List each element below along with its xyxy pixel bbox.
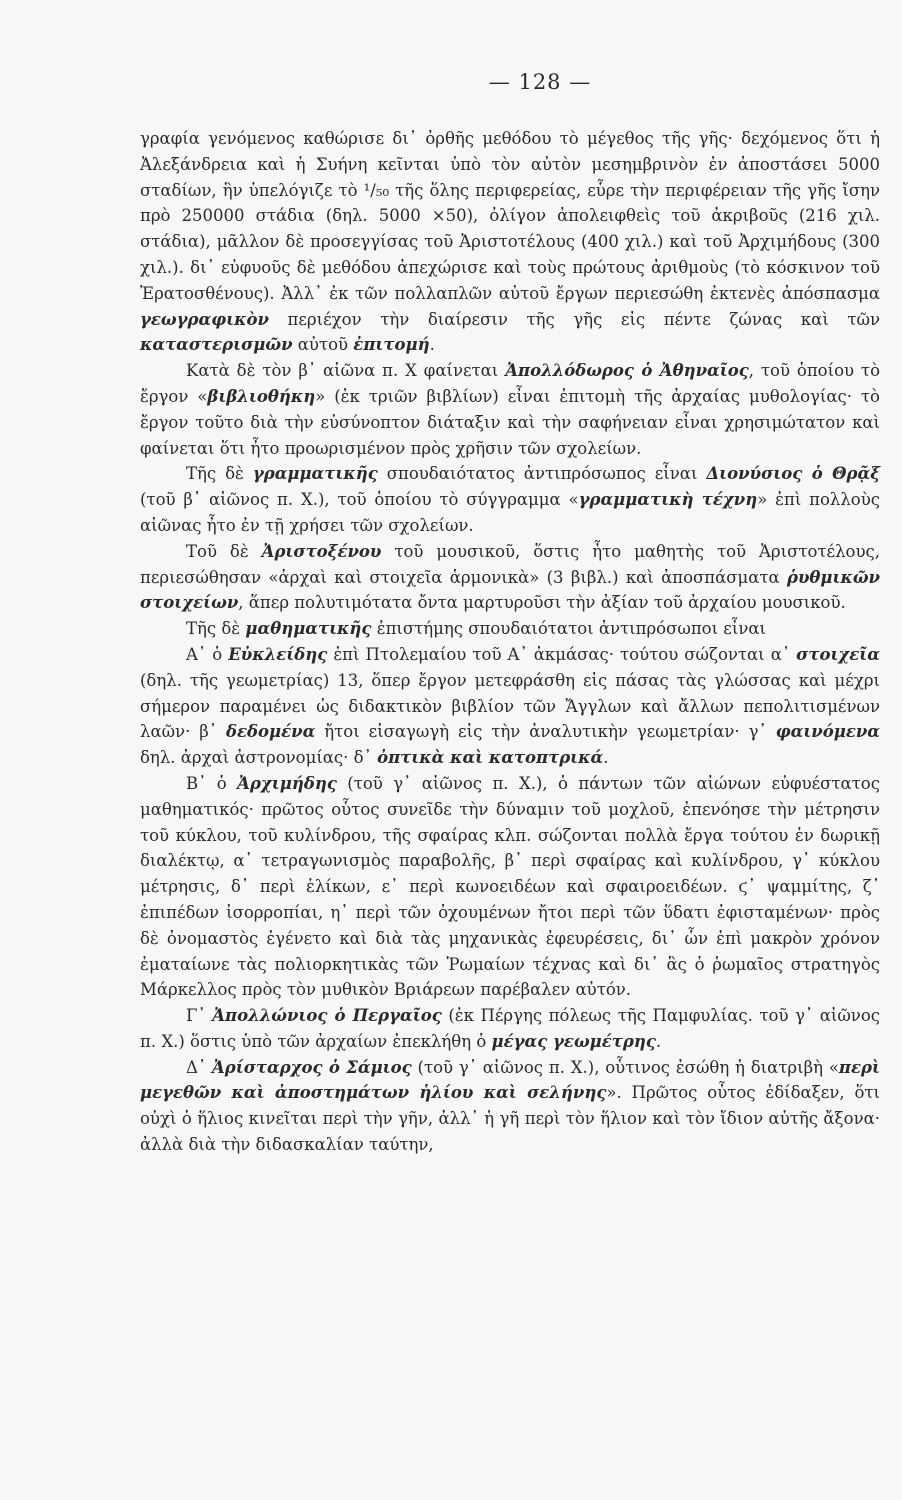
text-run: Α᾽ ὁ [186, 644, 229, 664]
emphasized-text: ῥυθμικῶν στοιχείων [140, 567, 880, 613]
body-text [140, 126, 880, 1158]
emphasized-text: Ἀπολλώνιος ὁ Περγαῖος [212, 1006, 442, 1026]
emphasized-text: ὀπτικὰ καὶ κατοπτρικά [377, 748, 604, 768]
text-run: γραφία γενόμενος καθώρισε δι᾽ ὀρθῆς μεθόδου τὸ μέγεθος τῆς γῆς· δεχόμενος ὅτι ἡ Ἀλεξάνδρεια καὶ ἡ Συήνη κεῖνται ὑπὸ τὸν αὐτὸν μεσημβρινὸν ἐν ἀποστάσει 5000 σταδίων, ἣν ὑπελόγιζε τὸ ¹/₅₀ τῆς ὅλης περιφερείας, εὗρε τὴν περιφέρειαν τῆς γῆς ἴσην πρὸ 250000 στάδια (δηλ. 5000 ×50), ὀλίγον ἀπολειφθεὶς τοῦ ἀκριβοῦς (216 χιλ. στάδια), μᾶλλον δὲ προσεγγίσας τοῦ Ἀριστοτέλους (400 χιλ.) καὶ τοῦ Ἀρχιμήδους (300 χιλ.). δι᾽ εὐφυοῦς δὲ μεθόδου ἀπεχώρισε καὶ τοὺς πρώτους ἀριθμοὺς (τὸ κόσκινον τοῦ Ἐρατοσθένους). Ἀλλ᾽ ἐκ τῶν πολλαπλῶν αὐτοῦ ἔργων περιεσώθη ἐκτενὲς ἀπόσπασμα [140, 129, 880, 303]
emphasized-text: γεωγραφικὸν [140, 309, 269, 329]
text-run: Γ᾽ [186, 1006, 213, 1026]
paragraph [140, 126, 880, 358]
text-run: (τοῦ β᾽ αἰῶνος π. Χ.), τοῦ ὁποίου τὸ σύγγραμμα « [140, 490, 579, 510]
page-number: — 128 — [488, 70, 592, 94]
text-run: (ἐκ Πέργης πόλεως τῆς Παμφυλίας. τοῦ γ᾽ αἰῶνος π. Χ.) ὅστις ὑπὸ τῶν ἀρχαίων ἐπεκλήθη ὁ [140, 1006, 880, 1051]
paragraph [140, 539, 880, 616]
text-run: » (ἐκ τριῶν βιβλίων) εἶναι ἐπιτομὴ τῆς ἀρχαίας μυθολογίας· τὸ ἔργον τοῦτο διὰ τὴν εὐσύνοπτον διάταξιν καὶ τὴν σαφήνειαν εἶναι χρησιμώτατον καὶ φαίνεται ὅτι ἦτο προωρισμένον πρὸς χρῆσιν τῶν σχολείων. [140, 386, 880, 458]
text-run: αὐτοῦ [292, 335, 354, 355]
text-run: Β᾽ ὁ [186, 773, 238, 793]
paragraph [140, 461, 880, 538]
emphasized-text: φαινόμενα [775, 722, 881, 742]
text-run: Τῆς δὲ [186, 619, 246, 639]
emphasized-text: Διονύσιος ὁ Θρᾷξ [706, 464, 881, 484]
paragraph [140, 358, 880, 461]
paragraph [140, 771, 880, 1003]
emphasized-text: καταστερισμῶν [140, 335, 293, 355]
emphasized-text: μέγας γεωμέτρης [491, 1031, 656, 1051]
emphasized-text: βιβλιοθήκη [207, 386, 316, 406]
text-run: ». Πρῶτος οὗτος ἐδίδαξεν, ὅτι οὐχὶ ὁ ἥλιος κινεῖται περὶ τὴν γῆν, ἀλλ᾽ ἡ γῆ περὶ τὸν ἥλιον καὶ τὸν ἴδιον αὐτῆς ἄξονα· ἀλλὰ διὰ τὴν διδασκαλίαν ταύτην, [140, 1083, 880, 1155]
emphasized-text: ἐπιτομή [353, 335, 430, 355]
text-run: (τοῦ γ᾽ αἰῶνος π. Χ.), ὁ πάντων τῶν αἰώνων εὐφυέστατος μαθηματικός· πρῶτος οὗτος συνεῖδε τὴν δύναμιν τοῦ μοχλοῦ, ἐπενόησε τὴν μέτρησιν τοῦ κύκλου, τοῦ κυλίνδρου, τῆς σφαίρας κλπ. σώζονται πολλὰ ἔργα τούτου ἐν δωρικῇ διαλέκτῳ, α᾽ τετραγωνισμὸς παραβολῆς, β᾽ περὶ σφαίρας καὶ κυλίνδρου, γ᾽ κύκλου μέτρησις, δ᾽ περὶ ἑλίκων, ε᾽ περὶ κωνοειδέων καὶ σφαιροειδέων. ϛ᾽ ψαμμίτης, ζ᾽ ἐπιπέδων ἰσορροπίαι, η᾽ περὶ τῶν ὀχουμένων ἤτοι περὶ τῶν ὕδατι ἐφισταμένων· πρὸς δὲ ὀνομαστὸς ἐγένετο καὶ διὰ τὰς μηχανικὰς ἐφευρέσεις, δι᾽ ὧν ἐπὶ μακρὸν χρόνον ἐματαίωνε τὰς πολιορκητικὰς τῶν Ῥωμαίων τέχνας καὶ δι᾽ ἃς ὁ ῥωμαῖος στρατηγὸς Μάρκελλος πρὸς τὸν μυθικὸν Βριάρεων παρέβαλεν αὐτόν. [140, 773, 880, 1000]
emphasized-text: Ἀρχιμήδης [237, 773, 337, 793]
emphasized-text: Ἀριστοξένου [261, 541, 382, 561]
emphasized-text: Ἀπολλόδωρος ὁ Ἀθηναῖος [505, 361, 749, 381]
text-run: » ἐπὶ πολλοὺς αἰῶνας ἦτο ἐν τῇ χρήσει τῶν σχολείων. [140, 490, 881, 535]
emphasized-text: περὶ μεγεθῶν καὶ ἀποστημάτων ἡλίου καὶ σελήνης [140, 1057, 880, 1103]
text-run: (δηλ. τῆς γεωμετρίας) 13, ὅπερ ἔργον μετεφράσθη εἰς πάσας τὰς γλώσσας καὶ μέχρι σήμερον παραμένει ὡς διδακτικὸν βιβλίον τῶν Ἄγγλων καὶ ἄλλων πεπολιτισμένων λαῶν· β᾽ [140, 670, 880, 742]
emphasized-text: Εὐκλείδης [228, 644, 328, 664]
paragraph [140, 642, 880, 771]
text-run: Τῆς δὲ [186, 464, 253, 484]
paragraph [140, 616, 880, 642]
emphasized-text: γραμματικὴ τέχνη [578, 490, 758, 510]
emphasized-text: γραμματικῆς [252, 464, 378, 484]
text-run: (τοῦ γ᾽ αἰῶνος π. Χ.), οὗτινος ἐσώθη ἡ διατριβὴ « [411, 1057, 839, 1077]
text-run: τοῦ μουσικοῦ, ὅστις ἦτο μαθητὴς τοῦ Ἀριστοτέλους, περιεσώθησαν «ἀρχαὶ καὶ στοιχεῖα ἁρμονικὰ» (3 βιβλ.) καὶ ἀποσπάσματα [140, 541, 880, 587]
text-run: ἤτοι εἰσαγωγὴ εἰς τὴν ἀναλυτικὴν γεωμετρίαν· γ᾽ [315, 722, 776, 742]
emphasized-text: δεδομένα [226, 722, 316, 742]
text-run: . [603, 748, 609, 768]
text-run: . [429, 335, 435, 355]
text-run: ἐπὶ Πτολεμαίου τοῦ Α᾽ ἀκμάσας· τούτου σώζονται α᾽ [327, 644, 797, 664]
emphasized-text: Ἀρίσταρχος ὁ Σάμιος [211, 1057, 412, 1077]
text-run: . [655, 1031, 662, 1051]
emphasized-text: στοιχεῖα [796, 644, 880, 664]
text-run: Τοῦ δὲ [186, 541, 262, 561]
text-run: σπουδαιότατος ἀντιπρόσωπος εἶναι [377, 464, 707, 484]
text-run: Κατὰ δὲ τὸν β᾽ αἰῶνα π. Χ φαίνεται [186, 361, 506, 381]
text-run: ἐπιστήμης σπουδαιότατοι ἀντιπρόσωποι εἶναι [371, 619, 766, 639]
paragraph [140, 1055, 880, 1158]
paragraph [140, 1003, 880, 1055]
text-run: περιέχον τὴν διαίρεσιν τῆς γῆς εἰς πέντε ζώνας καὶ τῶν [268, 309, 880, 329]
text-run: , τοῦ ὁποίου τὸ ἔργον « [140, 361, 880, 406]
text-run: , ἅπερ πολυτιμότατα ὄντα μαρτυροῦσι τὴν ἀξίαν τοῦ ἀρχαίου μουσικοῦ. [238, 593, 846, 613]
text-run: Δ᾽ [186, 1057, 212, 1077]
emphasized-text: μαθηματικῆς [245, 619, 372, 639]
text-run: δηλ. ἀρχαὶ ἀστρονομίας· δ᾽ [140, 748, 378, 768]
